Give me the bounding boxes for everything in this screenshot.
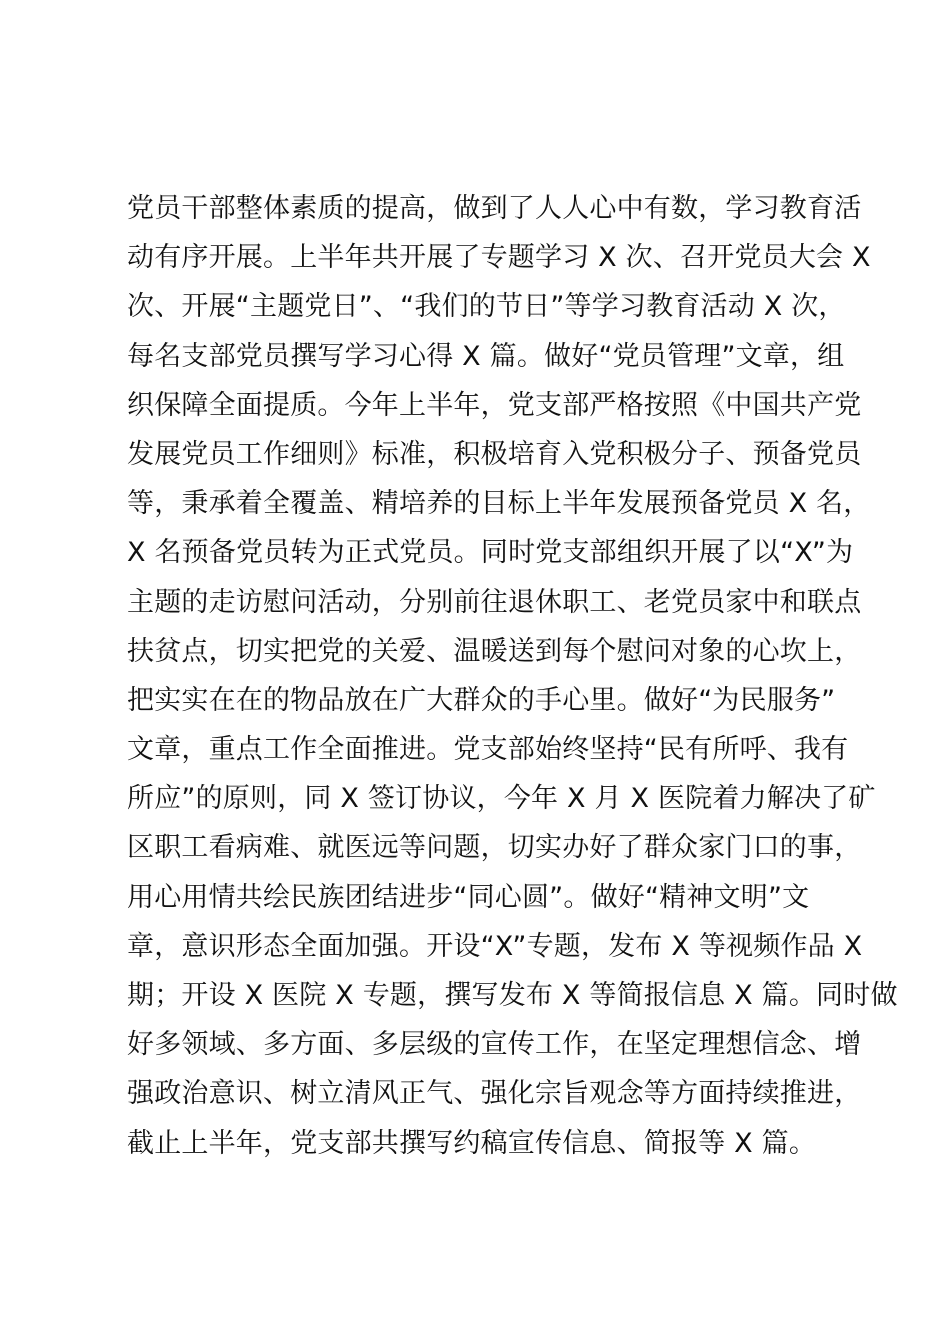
text-line: 截止上半年，党支部共撰写约稿宣传信息、简报等 X 篇。: [127, 1127, 817, 1159]
text-line: 区职工看病难、就医远等问题，切实办好了群众家门口的事，: [127, 832, 862, 864]
body-paragraph: [127, 184, 898, 1168]
text-line: 章，意识形态全面加强。开设“X”专题，发布 X 等视频作品 X: [127, 930, 863, 962]
text-line: 动有序开展。上半年共开展了专题学习 X 次、召开党员大会 X: [127, 242, 871, 274]
text-line: X 名预备党员转为正式党员。同时党支部组织开展了以“X”为: [127, 537, 854, 569]
text-line: 把实实在在的物品放在广大群众的手心里。做好“为民服务”: [127, 684, 836, 716]
text-line: 用心用情共绘民族团结进步“同心圆”。做好“精神文明”文: [127, 881, 810, 913]
text-line: 所应”的原则，同 X 签订协议，今年 X 月 X 医院着力解决了矿: [127, 783, 876, 815]
text-line: 扶贫点，切实把党的关爱、温暖送到每个慰问对象的心坎上，: [127, 635, 862, 667]
text-line: 好多领域、多方面、多层级的宣传工作，在坚定理想信念、增: [127, 1029, 862, 1061]
text-line: 党员干部整体素质的提高，做到了人人心中有数，学习教育活: [127, 193, 862, 224]
text-line: 文章，重点工作全面推进。党支部始终坚持“民有所呼、我有: [127, 734, 849, 766]
text-line: 期；开设 X 医院 X 专题，撰写发布 X 等简报信息 X 篇。同时做: [127, 980, 898, 1011]
text-line: 等，秉承着全覆盖、精培养的目标上半年发展预备党员 X 名，: [127, 488, 871, 520]
text-line: 每名支部党员撰写学习心得 X 篇。做好“党员管理”文章，组: [127, 340, 845, 372]
text-line: 织保障全面提质。今年上半年，党支部严格按照《中国共产党: [127, 389, 862, 421]
text-line: 主题的走访慰问活动，分别前往退休职工、老党员家中和联点: [127, 586, 862, 618]
text-line: 发展党员工作细则》标准，积极培育入党积极分子、预备党员: [127, 438, 862, 470]
text-line: 强政治意识、树立清风正气、强化宗旨观念等方面持续推进，: [127, 1078, 862, 1110]
text-line: 次、开展“主题党日”、“我们的节日”等学习教育活动 X 次，: [127, 291, 846, 323]
